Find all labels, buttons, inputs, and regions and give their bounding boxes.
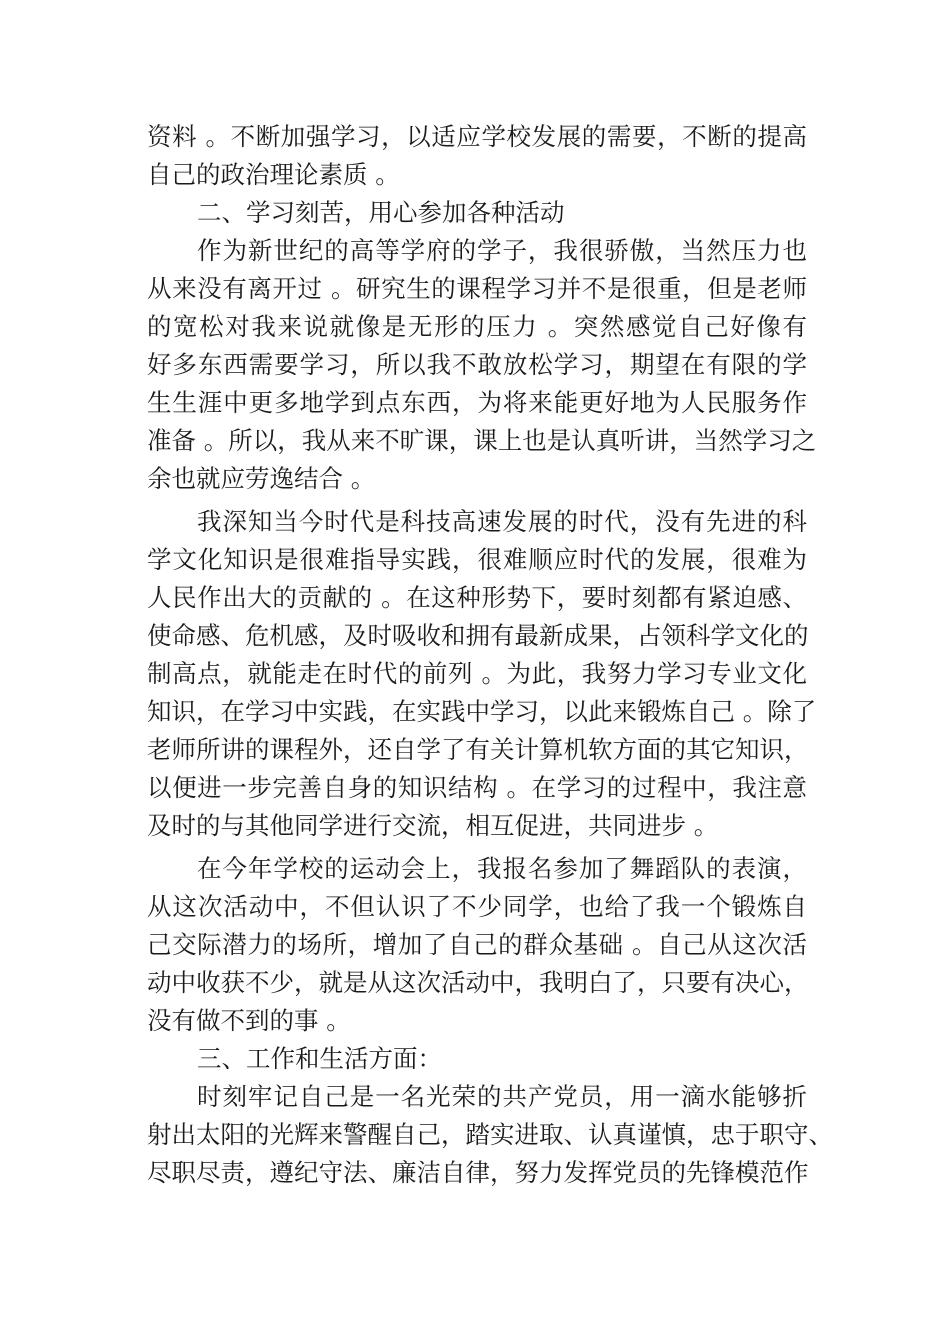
text-line: 人民作出大的贡献的 。在这种形势下，要时刻都有紧迫感、 (147, 583, 807, 612)
text-line: 没有做不到的事 。 (147, 1006, 351, 1035)
text-line: 以便进一步完善自身的知识结构 。在学习的过程中，我注意 (147, 773, 807, 802)
text-line: 知识，在学习中实践，在实践中学习，以此来锻炼自己 。除了 (147, 697, 817, 726)
text-line: 己交际潜力的场所，增加了自己的群众基础 。自己从这次活 (147, 930, 807, 959)
text-line: 制高点，就能走在时代的前列 。为此，我努力学习专业文化 (147, 659, 807, 688)
text-line: 动中收获不少，就是从这次活动中，我明白了，只要有决心， (147, 968, 809, 997)
text-line: 的宽松对我来说就像是无形的压力 。突然感觉自己好像有 (147, 312, 807, 341)
text-line: 时刻牢记自己是一名光荣的共产党员，用一滴水能够折 (197, 1082, 807, 1111)
text-line: 尽职尽责，遵纪守法、廉洁自律，努力发挥党员的先锋模范作 (147, 1158, 809, 1187)
text-line: 及时的与其他同学进行交流，相互促进，共同进步 。 (147, 811, 719, 840)
text-line: 作为新世纪的高等学府的学子，我很骄傲，当然压力也 (197, 236, 807, 265)
text-line: 准备 。所以，我从来不旷课，课上也是认真听讲，当然学习之 (147, 426, 817, 455)
text-line: 射出太阳的光辉来警醒自己，踏实进取、认真谨慎，忠于职守、 (147, 1120, 833, 1149)
section-heading: 二、学习刻苦，用心参加各种活动 (197, 198, 565, 227)
text-line: 余也就应劳逸结合 。 (147, 464, 376, 493)
text-line: 在今年学校的运动会上，我报名参加了舞蹈队的表演， (197, 854, 807, 883)
text-line: 使命感、危机感，及时吸收和拥有最新成果，占领科学文化的 (147, 621, 809, 650)
text-line: 学文化知识是很难指导实践，很难顺应时代的发展，很难为 (147, 545, 807, 574)
text-line: 自己的政治理论素质 。 (147, 160, 400, 189)
text-line: 生生涯中更多地学到点东西，为将来能更好地为人民服务作 (147, 388, 807, 417)
text-line: 老师所讲的课程外，还自学了有关计算机软方面的其它知识， (147, 735, 809, 764)
text-line: 资料 。不断加强学习，以适应学校发展的需要，不断的提高 (147, 122, 807, 151)
text-line: 好多东西需要学习，所以我不敢放松学习，期望在有限的学 (147, 350, 807, 379)
text-line: 我深知当今时代是科技高速发展的时代，没有先进的科 (197, 507, 807, 536)
section-heading: 三、工作和生活方面： (197, 1044, 442, 1073)
text-line: 从来没有离开过 。研究生的课程学习并不是很重，但是老师 (147, 274, 807, 303)
text-line: 从这次活动中，不但认识了不少同学，也给了我一个锻炼自 (147, 892, 807, 921)
